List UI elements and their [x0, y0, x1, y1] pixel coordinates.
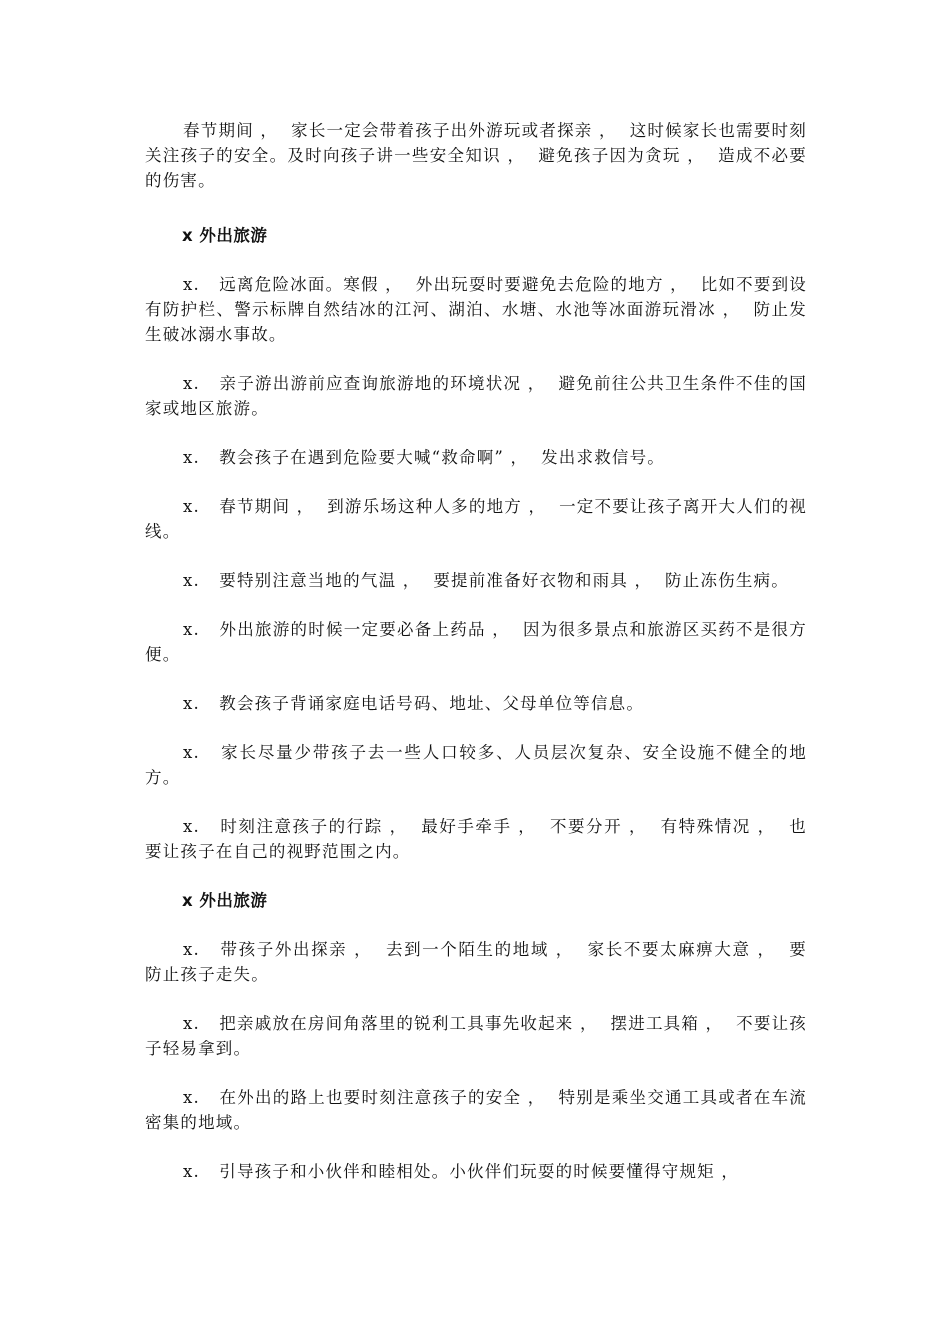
list-item: x. 把亲戚放在房间角落里的锐利工具事先收起来 ， 摆进工具箱 ， 不要让孩子轻易拿到。: [145, 1014, 807, 1058]
list-item: x. 要特别注意当地的气温 ， 要提前准备好衣物和雨具 ， 防止冻伤生病。: [183, 571, 789, 590]
list-item: x. 教会孩子背诵家庭电话号码、地址、父母单位等信息。: [183, 694, 645, 713]
intro-paragraph: 春节期间 ， 家长一定会带着孩子出外游玩或者探亲 ， 这时候家长也需要时刻关注孩子的安全。及时向孩子讲一些安全知识 ， 避免孩子因为贪玩 ， 造成不必要的伤害。: [145, 121, 807, 190]
list-item: x. 春节期间 ， 到游乐场这种人多的地方 ， 一定不要让孩子离开大人们的视线。: [145, 497, 807, 541]
list-item: x. 引导孩子和小伙伴和睦相处。小伙伴们玩耍的时候要懂得守规矩 ，: [183, 1162, 740, 1181]
list-item: x. 时刻注意孩子的行踪 ， 最好手牵手 ， 不要分开 ， 有特殊情况 ， 也要让孩子在自己的视野范围之内。: [145, 817, 807, 861]
list-item: x. 家长尽量少带孩子去一些人口较多、人员层次复杂、安全设施不健全的地方。: [145, 743, 807, 787]
list-item: x. 亲子游出游前应查询旅游地的环境状况 ， 避免前往公共卫生条件不佳的国家或地区旅游。: [145, 374, 807, 418]
section-heading-travel: x 外出旅游: [182, 226, 268, 245]
list-item: x. 外出旅游的时候一定要必备上药品 ， 因为很多景点和旅游区买药不是很方便。: [145, 620, 807, 664]
section-heading-travel-2: x 外出旅游: [182, 891, 268, 910]
list-item: x. 带孩子外出探亲 ， 去到一个陌生的地域 ， 家长不要太麻痹大意 ， 要防止孩子走失。: [145, 940, 807, 984]
document-page: [145, 118, 807, 1208]
list-item: x. 远离危险冰面。寒假 ， 外出玩耍时要避免去危险的地方 ， 比如不要到设有防护栏、警示标牌自然结冰的江河、湖泊、水塘、水池等冰面游玩滑冰 ， 防止发生破冰溺水事故。: [145, 275, 807, 344]
list-item: x. 教会孩子在遇到危险要大喊“救命啊” ， 发出求救信号。: [183, 448, 665, 467]
list-item: x. 在外出的路上也要时刻注意孩子的安全 ， 特别是乘坐交通工具或者在车流密集的地域。: [145, 1088, 807, 1132]
